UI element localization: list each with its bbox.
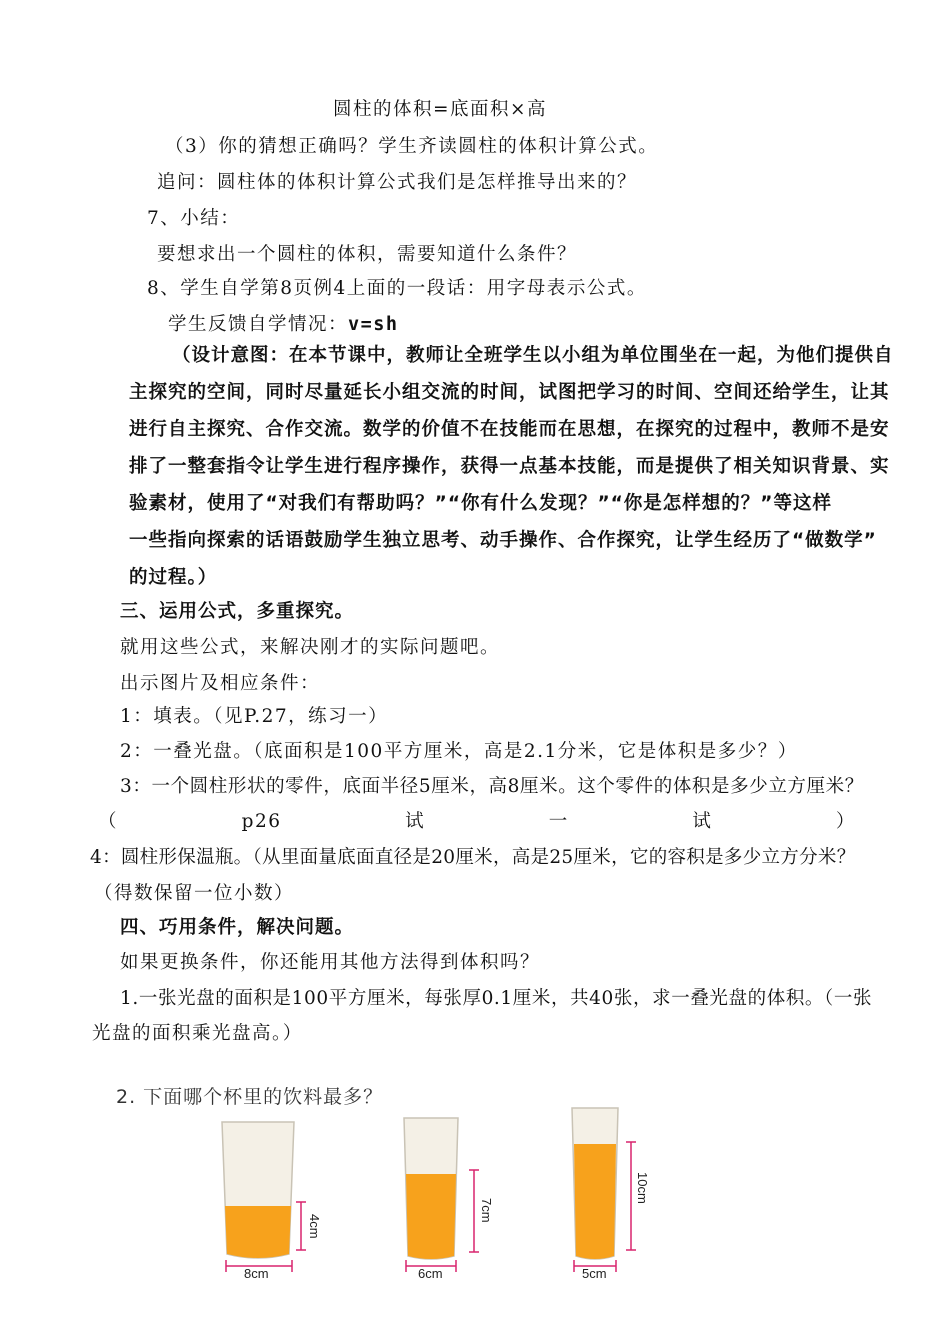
cup-3	[572, 1108, 650, 1281]
feedback-line	[168, 313, 399, 337]
ref-part: p26	[241, 811, 282, 832]
follow-up-question: 追问：圆柱体的体积计算公式我们是怎样推导出来的？	[157, 172, 638, 193]
ref-part: 试	[405, 811, 426, 832]
section-4-problem-1: 1.一张光盘的面积是100平方厘米，每张厚0.1厘米，共40张，求一叠光盘的体积。（一张	[120, 988, 873, 1009]
design-intent-line-6: 一些指向探索的话语鼓励学生独立思考、动手操作、合作探究，让学生经历了“做数学”	[129, 530, 877, 551]
cup-3-height-label: 10cm	[635, 1172, 650, 1204]
exercise-4-note: （得数保留一位小数）	[94, 883, 295, 904]
figure-title: 2. 下面哪个杯里的饮料最多？	[116, 1086, 384, 1108]
section-4-question: 如果更换条件，你还能用其他方法得到体积吗？	[120, 952, 541, 973]
exercise-2: 2：一叠光盘。（底面积是100平方厘米，高是2.1分米，它是体积是多少？）	[120, 741, 798, 762]
cup-2-diameter-label: 6cm	[418, 1266, 443, 1281]
design-intent-line-3: 进行自主探究、合作交流。数学的价值不在技能而在思想，在探究的过程中，教师不是安	[129, 419, 890, 440]
ref-part: 试	[692, 811, 713, 832]
juice-fill	[406, 1174, 456, 1259]
design-intent-line-7: 的过程。）	[129, 567, 218, 588]
design-intent-line-1: （设计意图：在本节课中，教师让全班学生以小组为单位围坐在一起，为他们提供自	[172, 345, 894, 366]
exercise-4: 4：圆柱形保温瓶。（从里面量底面直径是20厘米，高是25厘米，它的容积是多少立方分米？	[90, 847, 856, 868]
cups-illustration	[96, 1082, 856, 1282]
cup-2	[404, 1118, 494, 1281]
cup-2-height-label: 7cm	[479, 1198, 494, 1223]
exercise-3: 3：一个圆柱形状的零件，底面半径5厘米，高8厘米。这个零件的体积是多少立方厘米？	[120, 776, 864, 797]
exercise-3-reference	[98, 810, 856, 834]
question-3-line: （3）你的猜想正确吗？学生齐读圆柱的体积计算公式。	[165, 136, 659, 157]
formula-line: 圆柱的体积=底面积×高	[333, 99, 548, 120]
feedback-prefix: 学生反馈自学情况：	[168, 314, 349, 335]
juice-fill	[225, 1206, 291, 1258]
design-intent-line-5: 验素材，使用了“对我们有帮助吗？”“你有什么发现？”“你是怎样想的？”等这样	[129, 493, 832, 514]
section-4-heading: 四、巧用条件，解决问题。	[120, 917, 355, 938]
summary-question: 要想求出一个圆柱的体积，需要知道什么条件？	[157, 244, 578, 265]
cups-figure	[96, 1082, 856, 1282]
section-3-heading: 三、运用公式，多重探究。	[120, 601, 355, 622]
juice-fill	[574, 1144, 616, 1259]
design-intent-line-2: 主探究的空间，同时尽量延长小组交流的时间，试图把学习的时间、空间还给学生，让其	[129, 382, 890, 403]
section-3-show: 出示图片及相应条件：	[120, 673, 321, 694]
ref-part: ）	[835, 811, 856, 832]
exercise-1: 1：填表。（见P.27，练习一）	[120, 706, 389, 727]
design-intent-line-4: 排了一整套指令让学生进行程序操作，获得一点基本技能，而是提供了相关知识背景、实	[129, 456, 890, 477]
section-4-problem-1-cont: 光盘的面积乘光盘高。）	[92, 1023, 303, 1044]
cup-3-diameter-label: 5cm	[582, 1266, 607, 1281]
ref-part: 一	[548, 811, 569, 832]
cup-1-diameter-label: 8cm	[244, 1266, 269, 1281]
self-study-line: 8、学生自学第8页例4上面的一段话：用字母表示公式。	[147, 278, 647, 299]
cup-1	[222, 1122, 322, 1281]
section-3-intro: 就用这些公式，来解决刚才的实际问题吧。	[120, 637, 501, 658]
ref-part: （	[98, 811, 119, 832]
formula-v-sh: v=sh	[348, 314, 399, 335]
summary-heading: 7、小结：	[147, 208, 241, 229]
cup-1-height-label: 4cm	[307, 1214, 322, 1239]
